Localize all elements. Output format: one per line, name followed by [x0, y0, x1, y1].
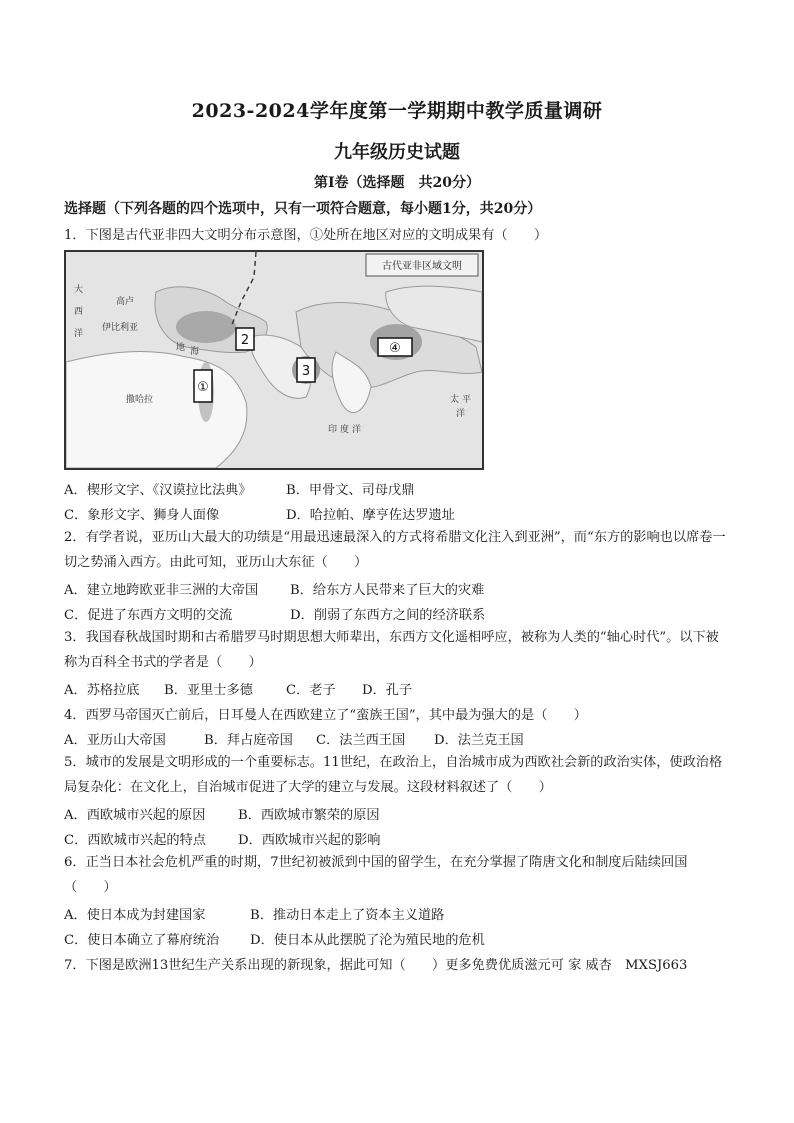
map-title: 古代亚非区域文明: [382, 261, 462, 272]
q2-option-c[interactable]: C．促进了东西方文明的交流: [64, 608, 233, 623]
q3-option-c[interactable]: C．老子: [286, 683, 336, 698]
map-label: 平: [462, 395, 472, 405]
marker-4: ④: [389, 341, 401, 356]
map-graphic: [66, 252, 482, 468]
map-label: 洋: [456, 409, 466, 419]
marker-1: ①: [197, 380, 209, 395]
map-label: 洋: [74, 329, 84, 339]
q6-option-a[interactable]: A．使日本成为封建国家: [64, 908, 206, 923]
q5-option-d[interactable]: D．西欧城市兴起的影响: [238, 833, 381, 848]
q3-option-a[interactable]: A．苏格拉底: [64, 683, 140, 698]
section-instructions: 选择题（下列各题的四个选项中，只有一项符合题意，每小题1分，共20分）: [64, 201, 542, 217]
q6-option-d[interactable]: D．使日本从此摆脱了沦为殖民地的危机: [250, 933, 485, 948]
q2-stem: 2．有学者说，亚历山大最大的功绩是“用最迅速最深入的方式将希腊文化注入到亚洲”，而“东方的影响也以席卷一切之势涌入西方。由此可知，亚历山大东征（ ）: [64, 530, 726, 570]
map-label: 洋: [352, 425, 362, 435]
q4-option-d[interactable]: D．法兰克王国: [434, 733, 524, 748]
map-label: 大: [74, 285, 84, 295]
q6-option-c[interactable]: C．使日本确立了幕府统治: [64, 933, 220, 948]
exam-title: 2023-2024学年度第一学期期中教学质量调研: [191, 100, 603, 122]
map-label: 西: [74, 307, 84, 317]
q6-stem: 6．正当日本社会危机严重的时期，7世纪初被派到中国的留学生，在充分掌握了隋唐文化和制度后陆续回国（ ）: [64, 855, 688, 895]
map-label: 太: [450, 395, 460, 405]
map-label: 地: [176, 343, 186, 353]
map-label: 度: [340, 425, 350, 435]
q7-stem: 7．下图是欧洲13世纪生产关系出现的新现象，据此可知（ ）更多免费优质滋元可 家 威杏 MXSJ663: [64, 958, 688, 973]
q1-option-a[interactable]: A．楔形文字、《汉谟拉比法典》: [64, 483, 252, 498]
marker-2: 2: [240, 333, 250, 348]
q1-option-d[interactable]: D．哈拉帕、摩亨佐达罗遗址: [286, 508, 455, 523]
q2-option-a[interactable]: A．建立地跨欧亚非三洲的大帝国: [64, 583, 259, 598]
q6-option-b[interactable]: B．推动日本走上了资本主义道路: [250, 908, 445, 923]
exam-subtitle: 九年级历史试题: [334, 142, 460, 163]
map-label: 伊比利亚: [102, 323, 139, 333]
q1-option-b[interactable]: B．甲骨文、司母戊鼎: [286, 483, 415, 498]
q5-option-c[interactable]: C．西欧城市兴起的特点: [64, 833, 206, 848]
map-label: 印: [328, 425, 338, 435]
map-label: 撒哈拉: [126, 395, 154, 405]
q4-option-a[interactable]: A．亚历山大帝国: [64, 733, 166, 748]
marker-3: 3: [301, 364, 311, 379]
q5-option-b[interactable]: B．西欧城市繁荣的原因: [238, 808, 380, 823]
map-label: 海: [190, 347, 200, 357]
q2-option-b[interactable]: B．给东方人民带来了巨大的灾难: [290, 583, 485, 598]
map-label: 高卢: [116, 297, 135, 307]
q3-option-d[interactable]: D．孔子: [362, 683, 413, 698]
q5-option-a[interactable]: A．西欧城市兴起的原因: [64, 808, 206, 823]
q4-stem: 4．西罗马帝国灭亡前后，日耳曼人在西欧建立了“蛮族王国”，其中最为强大的是（ ）: [64, 708, 587, 723]
q4-option-c[interactable]: C．法兰西王国: [316, 733, 406, 748]
q4-option-b[interactable]: B．拜占庭帝国: [204, 733, 293, 748]
q1-map-figure: [64, 250, 484, 470]
q2-option-d[interactable]: D．削弱了东西方之间的经济联系: [290, 608, 486, 623]
q1-stem: 1．下图是古代亚非四大文明分布示意图，①处所在地区对应的文明成果有（ ）: [64, 228, 548, 243]
part-heading: 第Ⅰ卷（选择题 共20分）: [313, 175, 481, 191]
q5-stem: 5．城市的发展是文明形成的一个重要标志。11世纪，在政治上，自治城市成为西欧社会新的政治实体，使政治格局复杂化：在文化上，自治城市促进了大学的建立与发展。这段材料叙述了（ ）: [64, 755, 723, 795]
q3-option-b[interactable]: B．亚里士多德: [164, 683, 253, 698]
q1-option-c[interactable]: C．象形文字、狮身人面像: [64, 508, 220, 523]
q3-stem: 3．我国春秋战国时期和古希腊罗马时期思想大师辈出，东西方文化遥相呼应，被称为人类的“轴心时代”。以下被称为百科全书式的学者是（ ）: [64, 630, 719, 670]
